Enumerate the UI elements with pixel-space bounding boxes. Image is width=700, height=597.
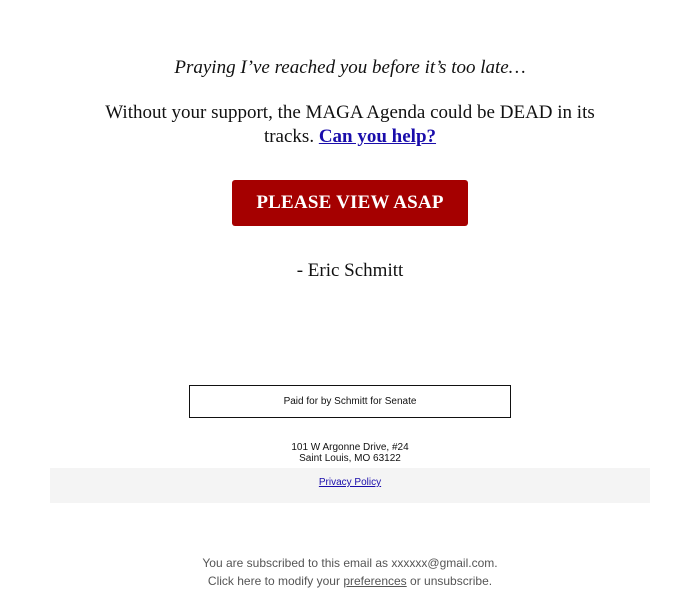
- paid-for-disclaimer: [189, 385, 511, 418]
- help-link[interactable]: Can you help?: [318, 126, 437, 147]
- subscription-notice: [0, 554, 700, 590]
- intro-text: Praying I’ve reached you before it’s too late…: [174, 57, 526, 78]
- signature: - Eric Schmitt: [296, 260, 404, 281]
- preferences-link[interactable]: preferences: [343, 574, 407, 588]
- subscribed-email: xxxxxx@gmail.com.: [391, 556, 498, 570]
- mailing-address: [0, 442, 700, 464]
- modify-prefix: Click here to modify your: [207, 574, 340, 588]
- address-line-1: 101 W Argonne Drive, #24: [291, 442, 409, 453]
- paid-for-text: Paid for by Schmitt for Senate: [283, 396, 417, 407]
- modify-line: [0, 572, 700, 590]
- address-line-2: Saint Louis, MO 63122: [299, 453, 401, 464]
- modify-suffix: or unsubscribe.: [410, 574, 493, 588]
- subscribed-prefix: You are subscribed to this email as: [202, 556, 389, 570]
- appeal-text: Without your support, the MAGA Agenda could be DEAD in its tracks.: [105, 102, 595, 147]
- view-asap-button[interactable]: PLEASE VIEW ASAP: [232, 180, 468, 226]
- privacy-policy-link[interactable]: Privacy Policy: [318, 477, 382, 488]
- subscribed-line: [0, 554, 700, 572]
- appeal-paragraph: [80, 101, 620, 149]
- privacy-footer: [50, 468, 650, 503]
